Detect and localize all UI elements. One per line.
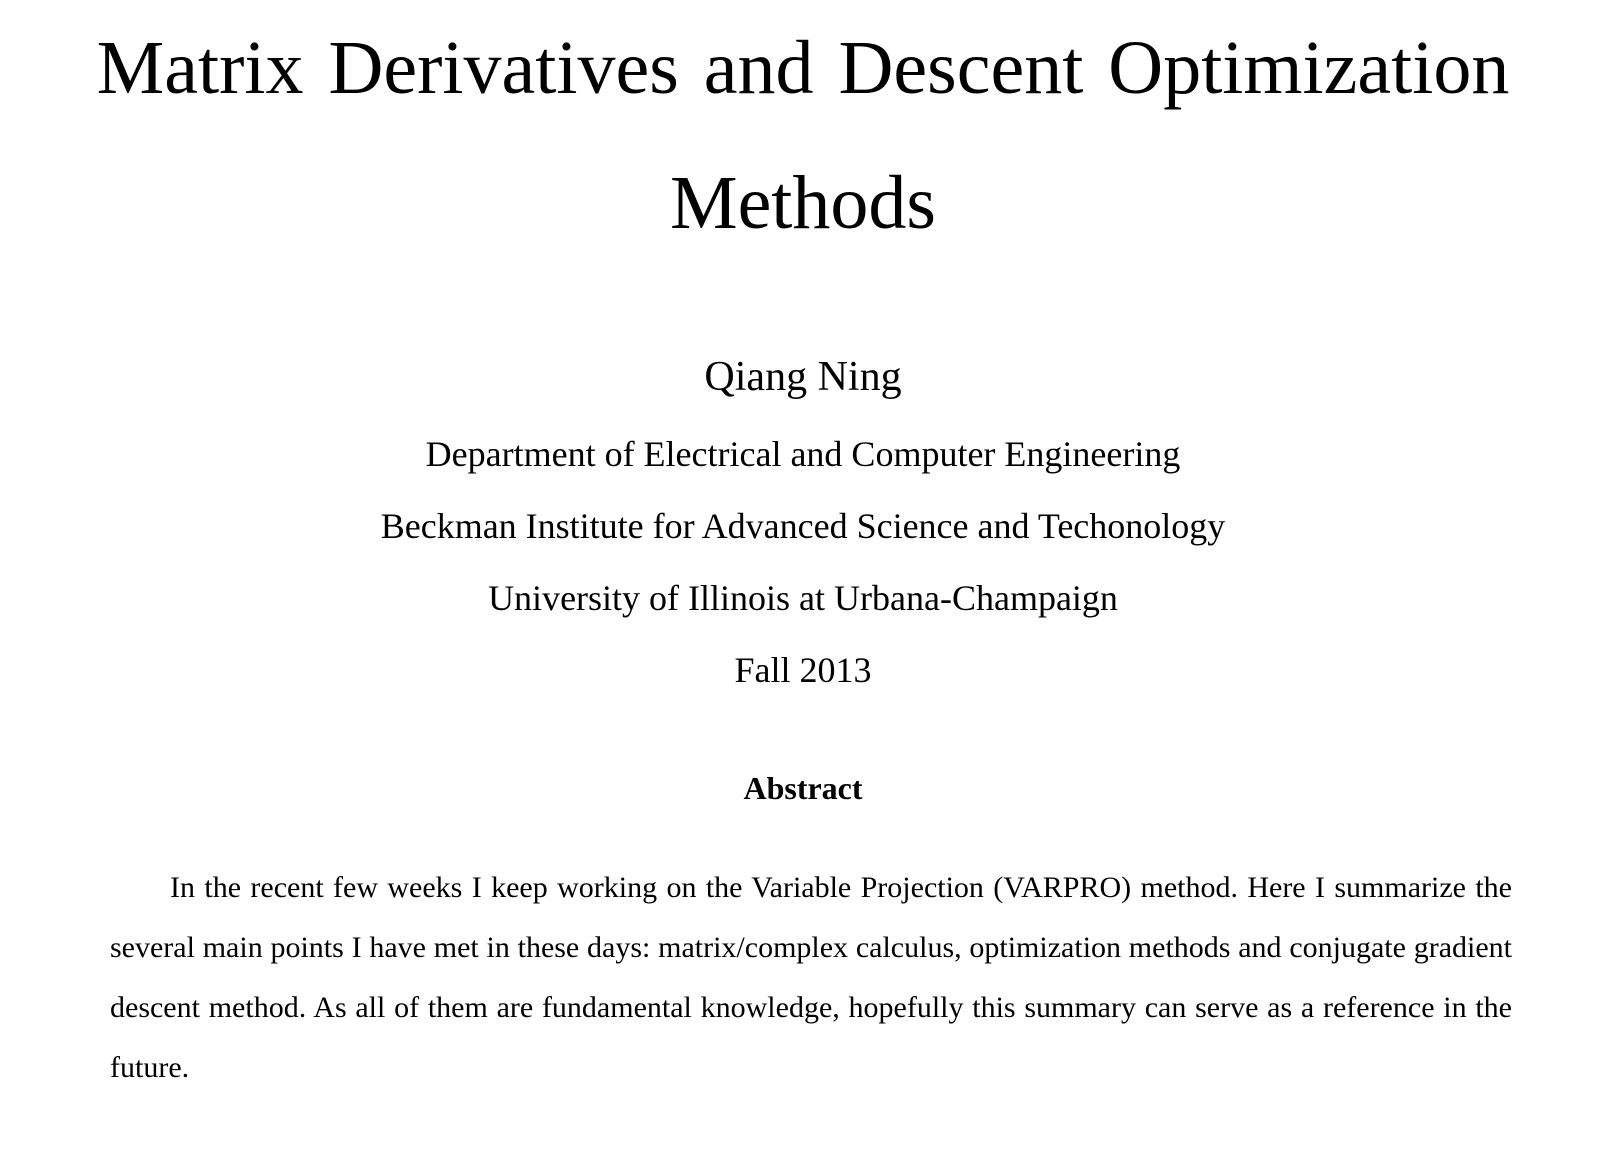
- abstract-text: In the recent few weeks I keep working on the Variable Projection (VARPRO) method. Here I summarize the several main points I have met in these days: matrix/complex calculus, optimization methods and conjugate gradient descent method. As all of them are fundamental knowledge, hopefully this summary can serve as a reference in the future.: [110, 871, 1512, 1084]
- paper-date: Fall 2013: [734, 650, 872, 690]
- paper-title-line-2: Methods: [670, 161, 936, 245]
- abstract-heading: Abstract: [743, 770, 863, 806]
- paper-title-line-1: Matrix Derivatives and Descent Optimization: [96, 26, 1510, 110]
- author-name: Qiang Ning: [704, 354, 902, 400]
- affiliation-university: University of Illinois at Urbana-Champaign: [488, 578, 1118, 618]
- affiliation-institute: Beckman Institute for Advanced Science and Techonology: [380, 506, 1226, 546]
- affiliation-department: Department of Electrical and Computer Engineering: [425, 434, 1181, 474]
